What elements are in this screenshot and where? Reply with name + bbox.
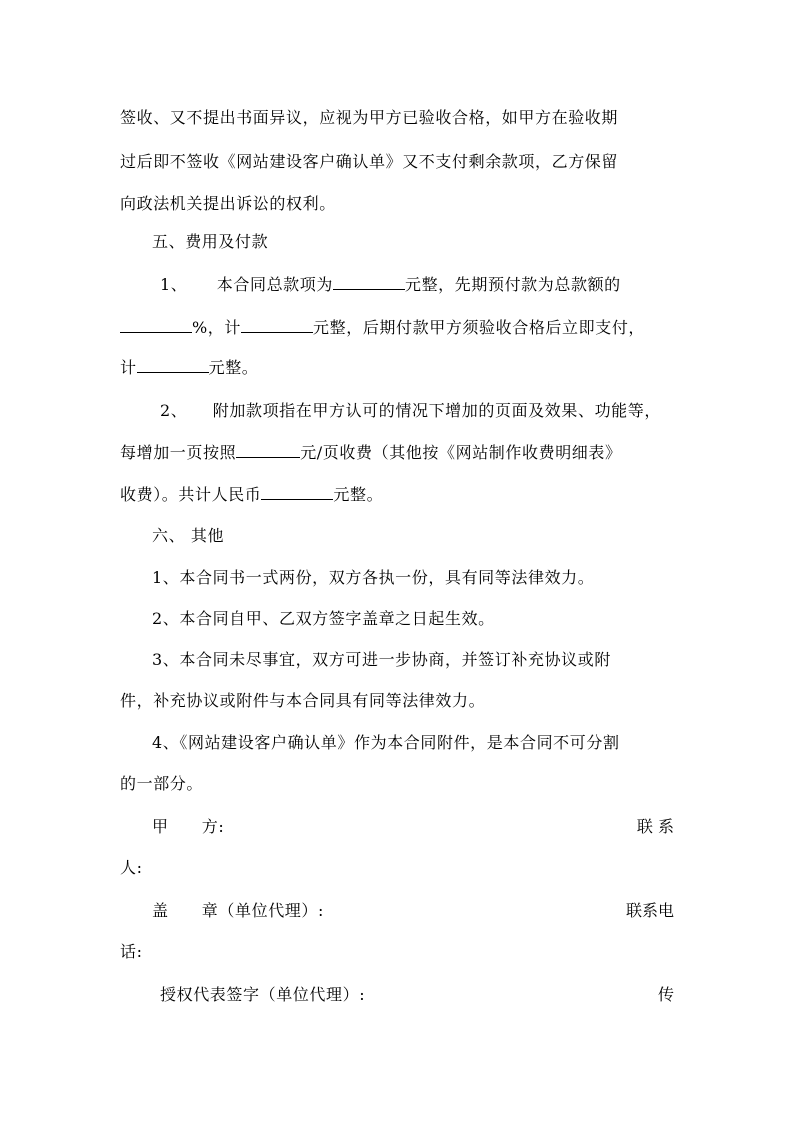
item2-text-e: 元整。	[333, 485, 384, 504]
section5-item1-line2	[120, 316, 675, 340]
phone-label-part2: 话:	[120, 942, 143, 961]
item2-text-b: 每增加一页按照	[120, 443, 237, 462]
para1-line3: 向政法机关提出诉讼的权利。	[120, 194, 336, 213]
seal-label: 盖 章（单位代理）:	[152, 901, 324, 920]
item2-number: 2、	[160, 401, 188, 420]
item2-text-a: 附加款项指在甲方认可的情况下增加的页面及效果、功能等，	[212, 401, 661, 420]
item2-text-d: 收费）。共计人民币	[120, 485, 262, 504]
section6-item1: 1、本合同书一式两份，双方各执一份，具有同等法律效力。	[152, 568, 595, 587]
item1-number: 1、	[160, 275, 188, 294]
item1-text-b: 元整，先期预付款为总款额的	[404, 275, 621, 294]
final-amount-blank	[137, 356, 209, 373]
party-a-label: 甲 方:	[152, 817, 225, 836]
section5-item2-line1	[160, 399, 675, 423]
section5-item1-line3	[120, 356, 675, 380]
para1-line2: 过后即不签收《网站建设客户确认单》又不支付剩余款项，乙方保留	[120, 152, 619, 171]
section5-heading: 五、费用及付款	[152, 232, 269, 251]
section6-item2: 2、本合同自甲、乙双方签字盖章之日起生效。	[152, 609, 495, 628]
percent-blank	[120, 316, 192, 333]
item1-text-a: 本合同总款项为	[216, 275, 333, 294]
contact-label-part2: 人:	[120, 858, 143, 877]
section6-item4-line1: 4、《网站建设客户确认单》作为本合同附件，是本合同不可分割	[152, 733, 620, 752]
section6-heading: 六、 其他	[152, 526, 225, 545]
section6-item4-line2: 的一部分。	[120, 774, 204, 793]
total-amount-blank	[333, 273, 405, 290]
item1-text-e: 计	[120, 358, 137, 377]
section5-item1-line1	[160, 273, 675, 297]
item1-text-d: 元整，后期付款甲方须验收合格后立即支付，	[313, 318, 646, 337]
item1-text-f: 元整。	[208, 358, 259, 377]
phone-label-part1: 联系电	[625, 901, 674, 920]
fax-label-part1: 传	[657, 985, 674, 1004]
per-page-price-blank	[236, 441, 300, 458]
prepay-amount-blank	[241, 316, 313, 333]
para1-line1: 签收、又不提出书面异议，应视为甲方已验收合格，如甲方在验收期	[120, 108, 619, 127]
section6-item3-line1: 3、本合同未尽事宜，双方可进一步协商，并签订补充协议或附	[152, 650, 611, 669]
contact-label-part1: 联 系	[636, 817, 674, 836]
section5-item2-line3	[120, 483, 675, 507]
section6-item3-line2: 件，补充协议或附件与本合同具有同等法律效力。	[120, 691, 486, 710]
extra-total-blank	[261, 483, 333, 500]
section5-item2-line2	[120, 441, 675, 465]
item2-text-c: 元/页收费（其他按《网站制作收费明细表》	[300, 443, 622, 462]
item1-text-c: %，计	[192, 318, 242, 337]
authorized-signature-label: 授权代表签字（单位代理）:	[160, 985, 366, 1004]
